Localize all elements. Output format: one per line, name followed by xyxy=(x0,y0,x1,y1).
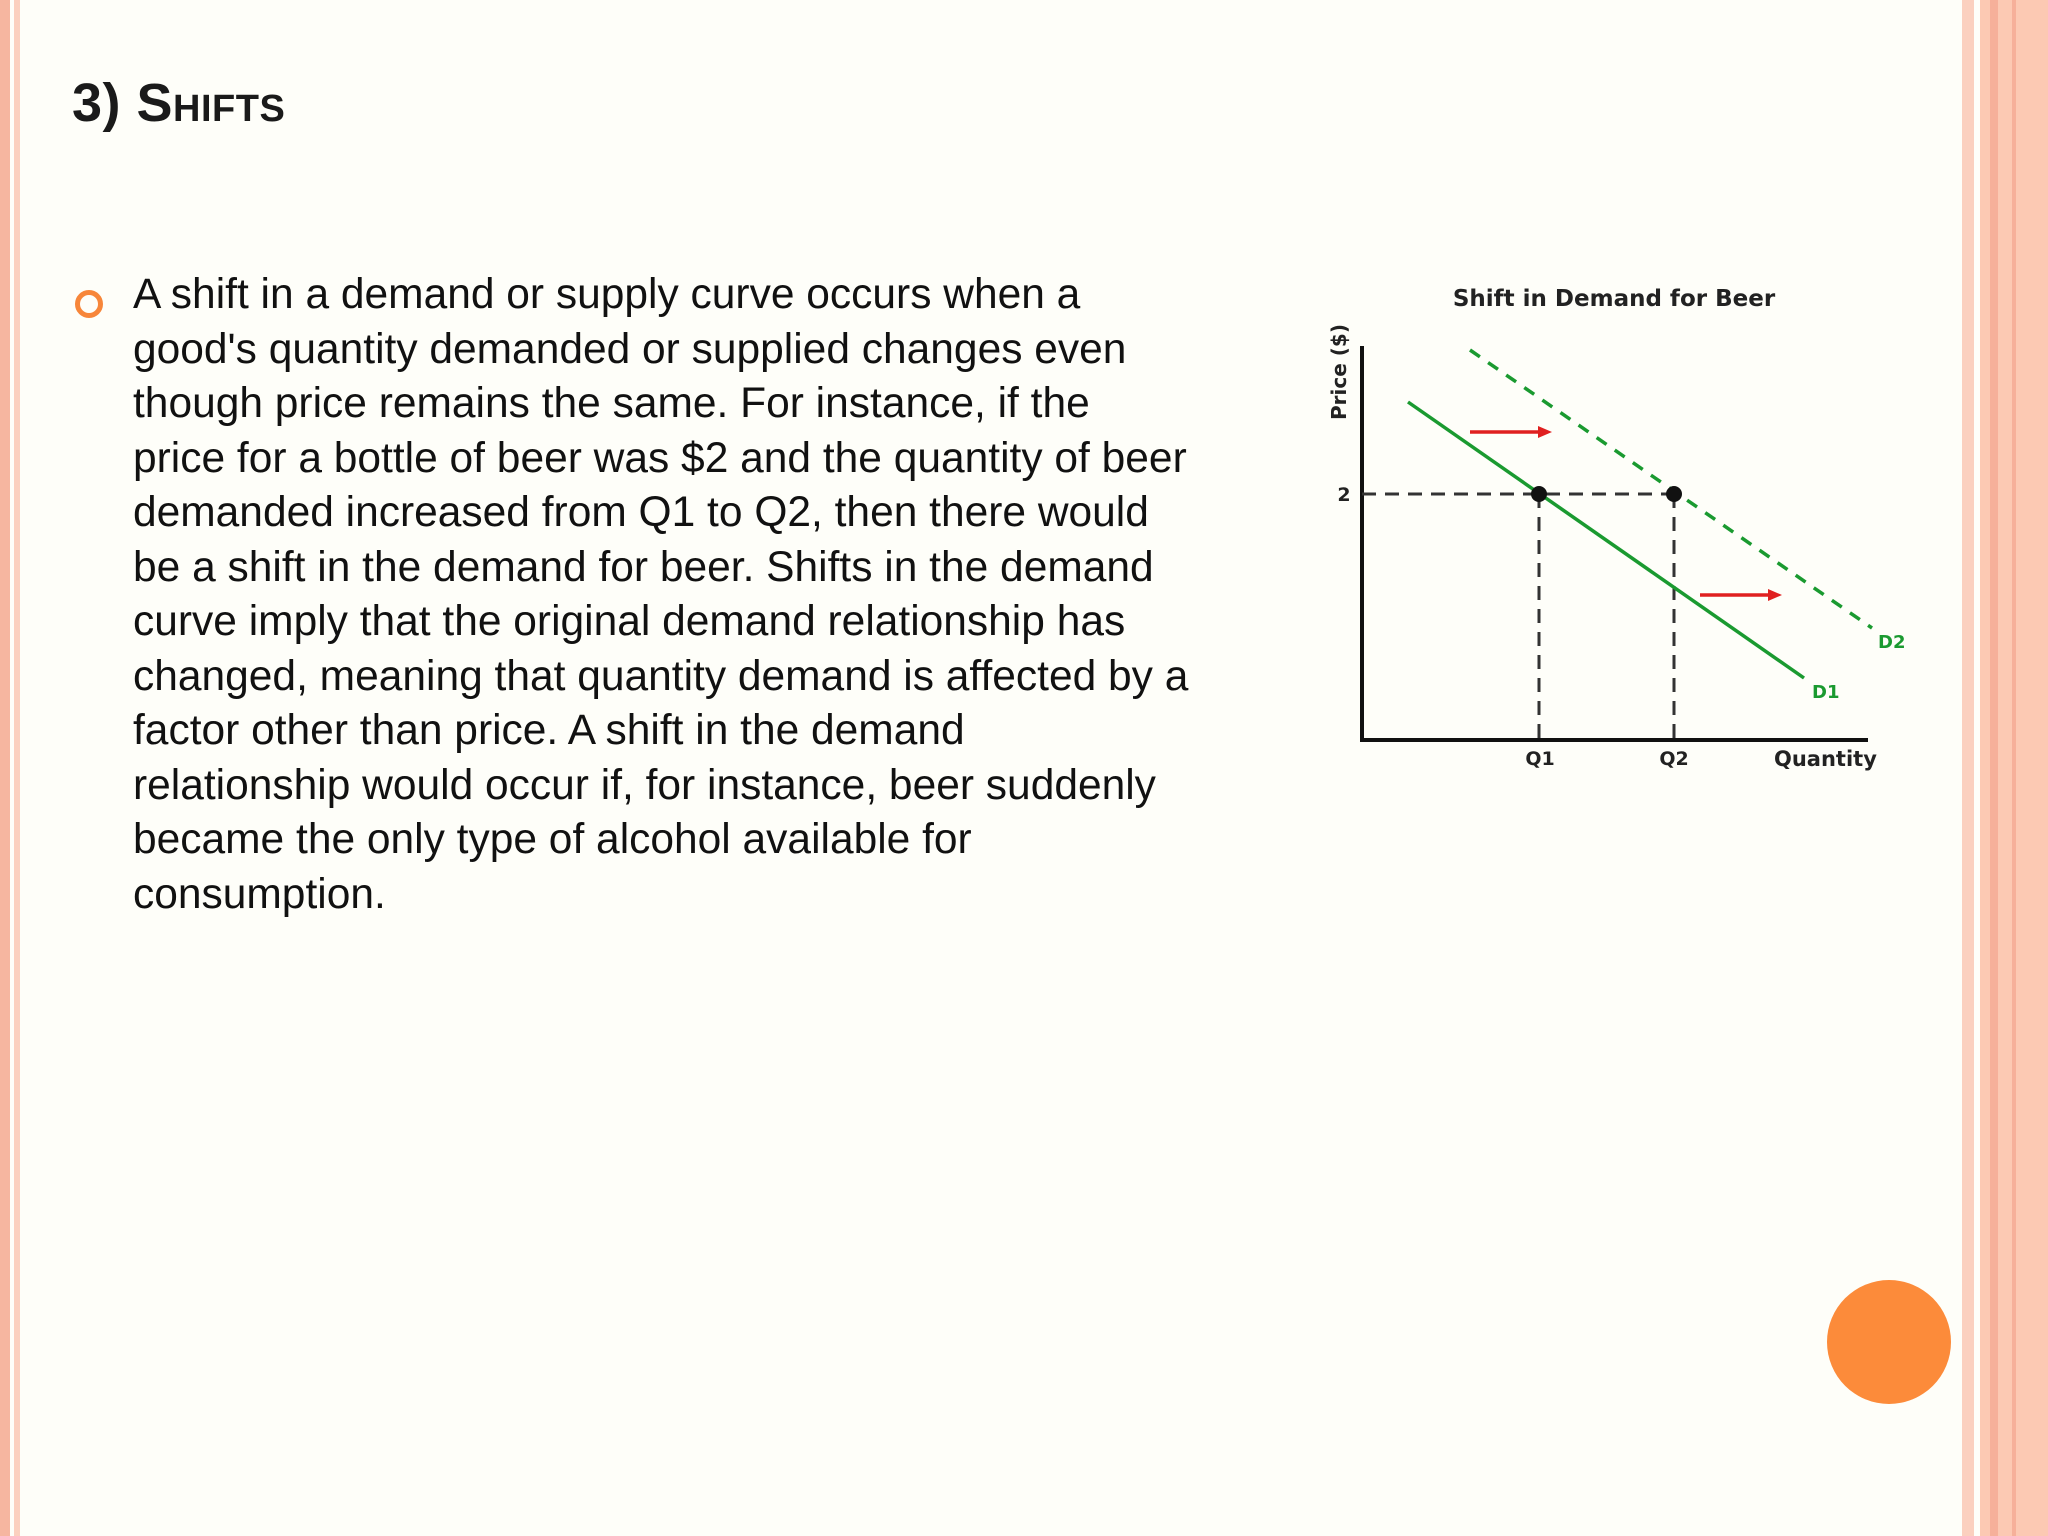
y-axis-label: Price ($) xyxy=(1327,324,1351,420)
slide-title: 3) Shifts xyxy=(72,73,286,133)
right-border-line xyxy=(1990,0,1998,1536)
chart-title: Shift in Demand for Beer xyxy=(1452,286,1776,312)
d1-label: D1 xyxy=(1812,682,1840,703)
right-border-stripe-inner xyxy=(1962,0,1974,1536)
shift-arrow-lower xyxy=(1700,589,1782,601)
y-tick-2: 2 xyxy=(1337,484,1351,506)
left-border-stripe xyxy=(0,0,10,1536)
right-border-line-thin xyxy=(2012,0,2016,1536)
x-tick-q1: Q1 xyxy=(1525,748,1555,770)
chart-svg xyxy=(1300,270,1920,790)
orange-circle-decoration xyxy=(1827,1280,1951,1404)
d2-label: D2 xyxy=(1878,632,1906,653)
demand-shift-chart xyxy=(1300,270,1920,790)
x-tick-q2: Q2 xyxy=(1659,748,1689,770)
point-q2 xyxy=(1666,486,1682,502)
bullet-circle-icon xyxy=(75,290,103,318)
x-axis-label: Quantity xyxy=(1774,747,1877,771)
point-q1 xyxy=(1531,486,1547,502)
shift-arrow-upper xyxy=(1470,426,1552,438)
bullet-text: A shift in a demand or supply curve occurs when a good's quantity demanded or supplied changes even though price remains the same. For instance, if the price for a bottle of beer was $2 and the quantity of beer demanded increased from Q1 to Q2, then there would be a shift in the demand for beer. Shifts in the demand curve imply that the original demand relationship has changed, meaning that quantity demand is affected by a factor other than price. A shift in the demand relationship would occur if, for instance, beer suddenly became the only type of alcohol available for consumption. xyxy=(133,271,1189,918)
left-border-stripe-inner xyxy=(14,0,20,1536)
